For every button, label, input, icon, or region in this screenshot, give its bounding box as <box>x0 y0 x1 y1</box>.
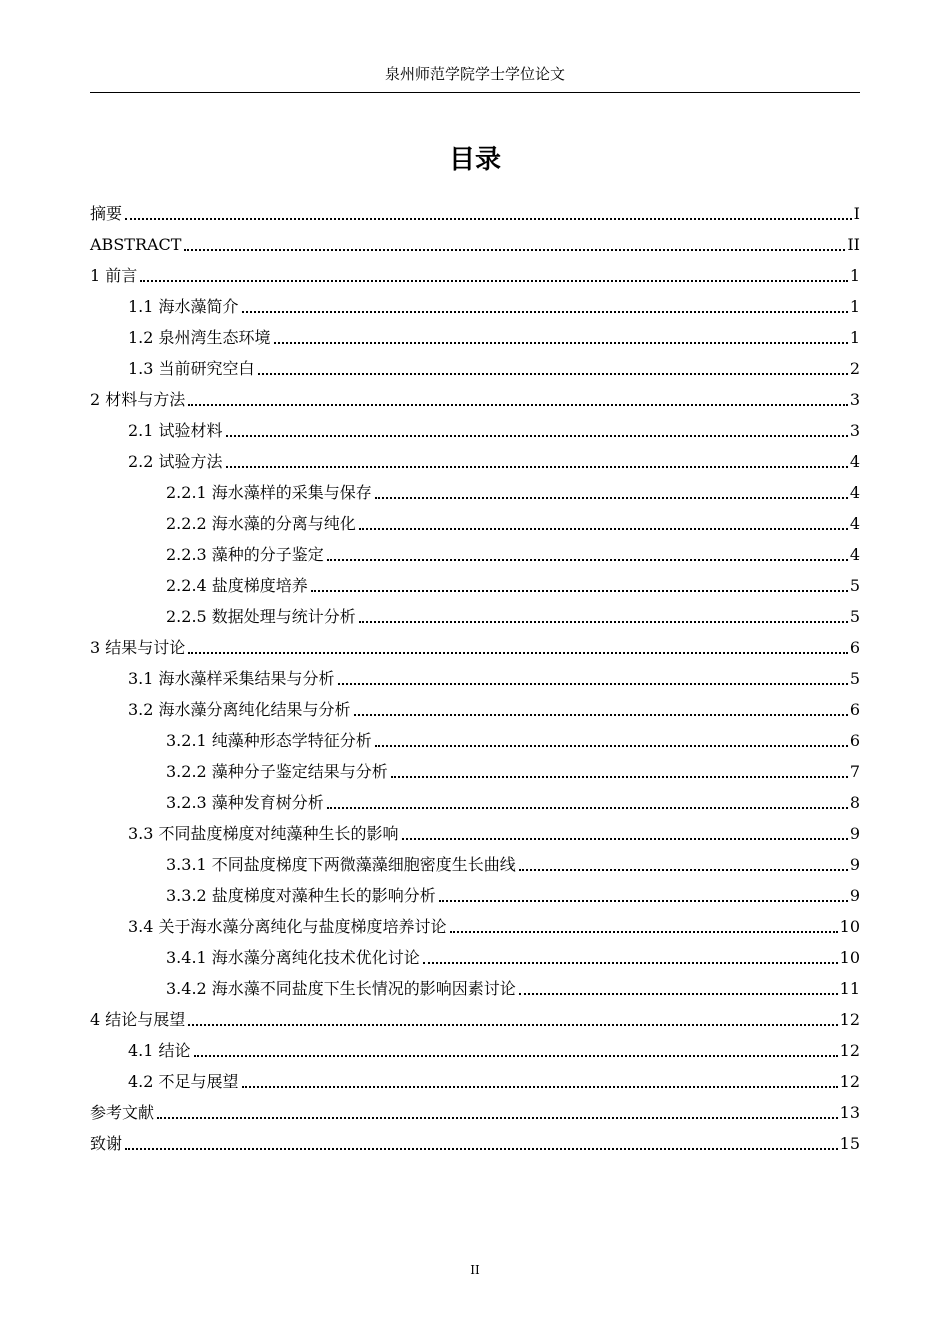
toc-entry-page: 5 <box>849 607 860 626</box>
page-number: II <box>470 1263 480 1277</box>
toc-entry-page: 11 <box>839 979 860 998</box>
toc-entry-page: I <box>853 204 860 223</box>
toc-entry-page: 13 <box>839 1103 860 1122</box>
toc-entry-page: 12 <box>839 1072 860 1091</box>
toc-dot-leader <box>188 652 848 654</box>
table-of-contents <box>90 196 860 1157</box>
toc-dot-leader <box>519 993 838 995</box>
toc-entry[interactable] <box>90 1126 860 1157</box>
toc-dot-leader <box>375 497 848 499</box>
toc-dot-leader <box>140 280 848 282</box>
toc-entry[interactable] <box>90 971 860 1002</box>
toc-entry[interactable] <box>90 413 860 444</box>
toc-dot-leader <box>359 528 848 530</box>
toc-entry[interactable] <box>90 475 860 506</box>
toc-dot-leader <box>375 745 848 747</box>
toc-entry-text: 3.3.2 盐度梯度对藻种生长的影响分析 <box>166 886 436 905</box>
toc-entry[interactable] <box>90 227 860 258</box>
toc-dot-leader <box>242 311 848 313</box>
toc-dot-leader <box>125 1148 838 1150</box>
toc-entry-text: 3.2 海水藻分离纯化结果与分析 <box>128 700 351 719</box>
toc-dot-leader <box>519 869 848 871</box>
toc-dot-leader <box>311 590 848 592</box>
toc-entry-text: 2.2.3 藻种的分子鉴定 <box>166 545 324 564</box>
toc-entry-page: 5 <box>849 576 860 595</box>
toc-entry-page: 4 <box>849 545 860 564</box>
toc-entry-text: 3.2.1 纯藻种形态学特征分析 <box>166 731 372 750</box>
toc-entry[interactable] <box>90 630 860 661</box>
toc-entry[interactable] <box>90 1002 860 1033</box>
toc-entry-text: 3.4.1 海水藻分离纯化技术优化讨论 <box>166 948 420 967</box>
toc-entry-page: 1 <box>849 297 860 316</box>
toc-entry-page: 4 <box>849 514 860 533</box>
toc-dot-leader <box>125 218 852 220</box>
toc-entry[interactable] <box>90 1033 860 1064</box>
toc-entry-text: 4 结论与展望 <box>90 1010 186 1029</box>
toc-entry[interactable] <box>90 506 860 537</box>
toc-entry-text: 3.3 不同盐度梯度对纯藻种生长的影响 <box>128 824 399 843</box>
toc-entry-page: 10 <box>839 917 860 936</box>
toc-entry-page: 10 <box>839 948 860 967</box>
toc-entry-page: 9 <box>849 855 860 874</box>
toc-entry[interactable] <box>90 258 860 289</box>
toc-dot-leader <box>338 683 848 685</box>
toc-entry-page: 4 <box>849 483 860 502</box>
toc-entry-text: 3.1 海水藻样采集结果与分析 <box>128 669 335 688</box>
toc-entry-text: 3.4 关于海水藻分离纯化与盐度梯度培养讨论 <box>128 917 447 936</box>
toc-entry-page: 3 <box>849 390 860 409</box>
toc-dot-leader <box>258 373 848 375</box>
toc-dot-leader <box>226 435 848 437</box>
toc-entry-text: 2.2 试验方法 <box>128 452 223 471</box>
toc-entry-page: 1 <box>849 266 860 285</box>
toc-entry[interactable] <box>90 723 860 754</box>
toc-entry-page: 8 <box>849 793 860 812</box>
toc-entry[interactable] <box>90 816 860 847</box>
toc-entry-text: 4.1 结论 <box>128 1041 191 1060</box>
toc-dot-leader <box>188 404 848 406</box>
toc-entry-page: 9 <box>849 824 860 843</box>
toc-entry-text: 3.2.3 藻种发育树分析 <box>166 793 324 812</box>
toc-dot-leader <box>423 962 838 964</box>
toc-dot-leader <box>439 900 848 902</box>
toc-dot-leader <box>450 931 838 933</box>
toc-entry-text: 4.2 不足与展望 <box>128 1072 239 1091</box>
toc-entry[interactable] <box>90 878 860 909</box>
toc-entry-page: 2 <box>849 359 860 378</box>
toc-dot-leader <box>327 559 848 561</box>
toc-dot-leader <box>274 342 848 344</box>
toc-entry-page: 4 <box>849 452 860 471</box>
toc-dot-leader <box>188 1024 837 1026</box>
toc-entry[interactable] <box>90 692 860 723</box>
toc-entry-text: 参考文献 <box>90 1103 155 1122</box>
toc-entry-text: 1.3 当前研究空白 <box>128 359 255 378</box>
toc-entry[interactable] <box>90 909 860 940</box>
toc-entry-page: 5 <box>849 669 860 688</box>
toc-entry[interactable] <box>90 847 860 878</box>
toc-entry[interactable] <box>90 196 860 227</box>
toc-dot-leader <box>402 838 848 840</box>
toc-dot-leader <box>242 1086 838 1088</box>
toc-entry-text: 2 材料与方法 <box>90 390 186 409</box>
toc-entry[interactable] <box>90 444 860 475</box>
toc-entry-text: 2.2.1 海水藻样的采集与保存 <box>166 483 372 502</box>
toc-entry[interactable] <box>90 940 860 971</box>
toc-entry[interactable] <box>90 661 860 692</box>
toc-entry-text: 摘要 <box>90 204 123 223</box>
page-title: 目录 <box>448 145 501 175</box>
toc-entry-text: 2.1 试验材料 <box>128 421 223 440</box>
toc-entry-text: 致谢 <box>90 1134 123 1153</box>
toc-entry-page: 3 <box>849 421 860 440</box>
toc-entry[interactable] <box>90 568 860 599</box>
toc-entry-page: 12 <box>839 1041 860 1060</box>
toc-entry-page: 6 <box>849 700 860 719</box>
toc-entry-page: 7 <box>849 762 860 781</box>
toc-entry-text: 3.4.2 海水藻不同盐度下生长情况的影响因素讨论 <box>166 979 516 998</box>
toc-entry-text: 1.1 海水藻简介 <box>128 297 239 316</box>
toc-entry[interactable] <box>90 1064 860 1095</box>
toc-entry-text: 2.2.4 盐度梯度培养 <box>166 576 308 595</box>
toc-entry[interactable] <box>90 289 860 320</box>
toc-dot-leader <box>157 1117 838 1119</box>
toc-dot-leader <box>391 776 848 778</box>
header-rule <box>90 92 860 93</box>
toc-entry-text: 3.3.1 不同盐度梯度下两微藻藻细胞密度生长曲线 <box>166 855 516 874</box>
toc-entry-page: 9 <box>849 886 860 905</box>
toc-entry-text: 3 结果与讨论 <box>90 638 186 657</box>
toc-entry[interactable] <box>90 785 860 816</box>
toc-entry-page: 6 <box>849 638 860 657</box>
toc-entry[interactable] <box>90 754 860 785</box>
toc-entry[interactable] <box>90 382 860 413</box>
toc-entry-text: 2.2.2 海水藻的分离与纯化 <box>166 514 356 533</box>
toc-entry-text: ABSTRACT <box>90 235 182 254</box>
toc-entry-text: 1.2 泉州湾生态环境 <box>128 328 271 347</box>
toc-dot-leader <box>359 621 848 623</box>
running-header: 泉州师范学院学士学位论文 <box>384 65 565 83</box>
toc-entry[interactable] <box>90 320 860 351</box>
toc-entry-text: 3.2.2 藻种分子鉴定结果与分析 <box>166 762 388 781</box>
toc-entry-page: 12 <box>839 1010 860 1029</box>
toc-entry[interactable] <box>90 537 860 568</box>
toc-dot-leader <box>226 466 848 468</box>
toc-dot-leader <box>327 807 848 809</box>
toc-entry-text: 1 前言 <box>90 266 138 285</box>
toc-entry[interactable] <box>90 1095 860 1126</box>
toc-entry-page: 6 <box>849 731 860 750</box>
toc-entry[interactable] <box>90 599 860 630</box>
toc-entry-text: 2.2.5 数据处理与统计分析 <box>166 607 356 626</box>
toc-dot-leader <box>184 249 845 251</box>
toc-dot-leader <box>194 1055 838 1057</box>
toc-entry-page: 1 <box>849 328 860 347</box>
toc-entry-page: 15 <box>839 1134 860 1153</box>
toc-dot-leader <box>354 714 848 716</box>
toc-entry-page: II <box>847 235 860 254</box>
toc-entry[interactable] <box>90 351 860 382</box>
